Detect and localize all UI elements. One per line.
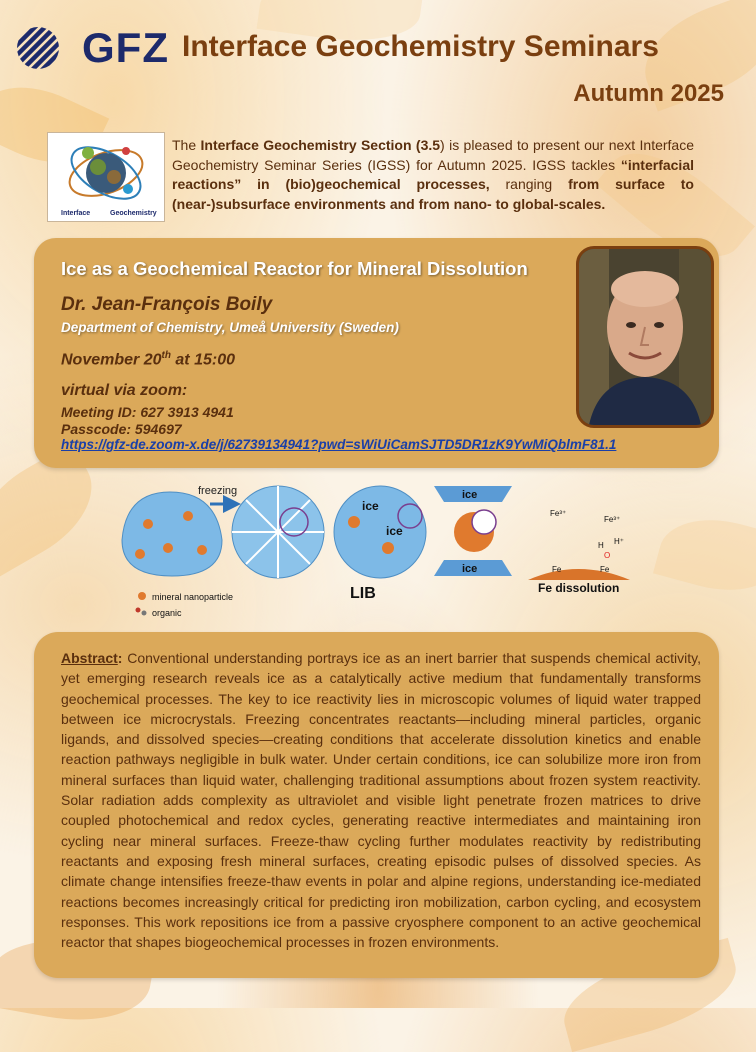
abstract-card [34,632,719,978]
abstract-text: Abstract: Conventional understanding portrays ice as an inert barrier that suspends chemical activity, yet emerging research reveals ice as a catalytically active medium that fundamentally transforms geochemical processes. The key to ice reactivity lies in microscopic volumes of liquid water trapped between ice microcrystals. Freezing concentrates reactants—including mineral particles, organic ligands, and dissolved species—creating conditions that accelerate dissolution kinetics and enable reaction pathways negligible in bulk water. Under certain conditions, ice can solubilize more iron from mineral surfaces than liquid water, challenging traditional assumptions about frozen system reactivity. Solar radiation adds complexity as ultraviolet and visible light penetrate frozen matrices to drive coupled photochemical and redox cycles, generating reactive intermediates and maintaining iron cycling near mineral surfaces. Freeze-thaw cycling further modulates reactivity by redistributing reactants and exposing fresh mineral surfaces, creating episodic pulses of dissolved species. As climate change intensifies freeze-thaw events in polar and alpine regions, understanding ice-mediated reactions becomes increasingly critical for predicting iron mobilization, carbon cycling, and ecosystem responses. This work repositions ice from a passive cryosphere component to an active geochemical reactor that shapes biogeochemical processes in frozen environments. [61,650,701,951]
lib-label: LIB [350,585,376,602]
h-plus-label: H⁺ [614,537,624,546]
gfz-logo-text: GFZ [82,24,169,71]
talk-card [34,238,719,468]
talk-title: Ice as a Geochemical Reactor for Mineral Dissolution [61,258,528,279]
passcode: Passcode: 594697 [61,421,182,437]
logo-label-geochemistry: Geochemistry [110,210,157,217]
abstract-label: Abstract [61,650,118,666]
speaker-name: Dr. Jean-François Boily [61,294,273,315]
talk-date: November 20th at 15:00 [61,350,235,369]
meeting-details [61,404,234,438]
fe-label-a: Fe [552,565,562,574]
o-label: O [604,551,611,560]
gfz-stripes-icon [16,26,68,70]
speaker-photo [576,246,714,428]
intro-paragraph: The Interface Geochemistry Section (3.5) is pleased to present our next Interface Geochemistry Seminar Series (IGSS) for Autumn 2025. IGSS tackles “interfacial reactions” in (bio)geochemical processes, ranging from surface to (near-)subsurface environments and from nano- to global-scales. [172,137,695,212]
virtual-label: virtual via zoom: [61,382,188,399]
ice-reactor-diagram [118,480,638,620]
fe-dissolution-label: Fe dissolution [538,581,620,595]
h-label: H [598,541,604,550]
meeting-id: Meeting ID: 627 3913 4941 [61,404,234,420]
page-subtitle: Autumn 2025 [573,80,724,107]
ice-label-2: ice [386,524,403,538]
legend-mineral: mineral nanoparticle [152,592,234,602]
page-title: Interface Geochemistry Seminars [182,30,659,63]
gfz-logo [16,24,169,71]
section-logo-image [47,132,165,222]
ice-label-4: ice [462,563,478,575]
legend-organic: organic [152,608,182,618]
freezing-label: freezing [198,485,238,497]
speaker-affiliation: Department of Chemistry, Umeå University (Sweden) [61,320,399,335]
logo-label-interface: Interface [61,210,91,217]
ice-label-3: ice [462,489,478,501]
zoom-link[interactable]: https://gfz-de.zoom-x.de/j/62739134941?pwd=sWiUiCamSJTD5DR1zK9YwMiQblmF81.1 [61,437,617,452]
fe3-label-a: Fe³⁺ [550,509,567,518]
fe-label-b: Fe [600,565,610,574]
fe3-label-b: Fe³⁺ [604,515,621,524]
ice-label-1: ice [362,499,379,513]
